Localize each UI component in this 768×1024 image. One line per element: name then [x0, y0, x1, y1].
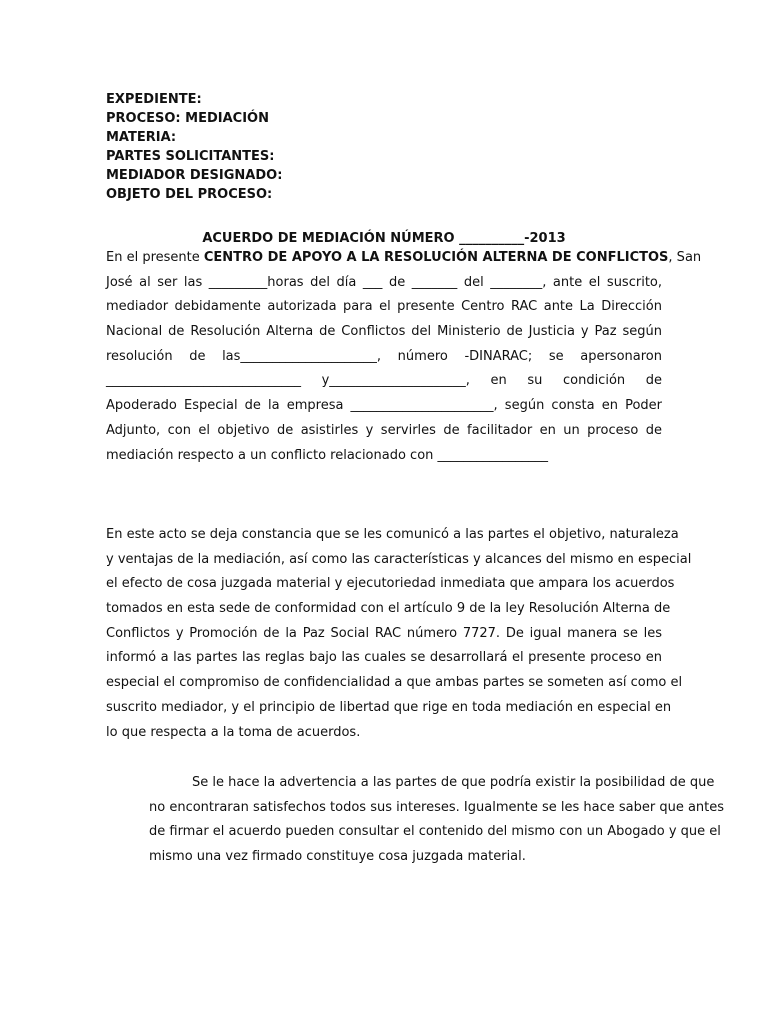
paragraph-line: informó a las partes las reglas bajo las cuales se desarrollará el presente proceso en [106, 650, 662, 666]
objeto-proceso-label: OBJETO DEL PROCESO: [106, 187, 273, 202]
paragraph-line [106, 246, 702, 271]
paragraph-line: José al ser las _________horas del día ___ de _______ del ________, ante el suscrito, [106, 274, 662, 290]
paragraph-constancia [106, 523, 692, 745]
paragraph-advertencia [106, 771, 725, 870]
mediador-designado-label: MEDIADOR DESIGNADO: [106, 168, 283, 183]
paragraph-line: Nacional de Resolución Alterna de Conflictos del Ministerio de Justicia y Paz según [106, 324, 662, 340]
paragraph-intro [106, 246, 702, 468]
paragraph-line: suscrito mediador, y el principio de libertad que rige en toda mediación en especial en [106, 699, 672, 715]
center-name: CENTRO DE APOYO A LA RESOLUCIÓN ALTERNA DE CONFLICTOS [203, 250, 669, 265]
partes-solicitantes-label: PARTES SOLICITANTES: [106, 149, 275, 164]
expediente-label: EXPEDIENTE: [106, 92, 202, 107]
paragraph-line: lo que respecta a la toma de acuerdos. [106, 724, 361, 740]
paragraph-line: especial el compromiso de confidencialidad a que ambas partes se someten así como el [106, 675, 683, 691]
paragraph-line: no encontraran satisfechos todos sus intereses. Igualmente se les hace saber que antes [149, 799, 725, 815]
paragraph-line: Adjunto, con el objetivo de asistirles y servirles de facilitador en un proceso de [106, 422, 662, 438]
paragraph-line: En este acto se deja constancia que se les comunicó a las partes el objetivo, naturaleza [106, 527, 679, 542]
materia-label: MATERIA: [106, 130, 177, 145]
paragraph-line: Se le hace la advertencia a las partes de que podría existir la posibilidad de que [192, 775, 715, 790]
paragraph-lead: En el presente [106, 250, 204, 265]
paragraph-line: Conflictos y Promoción de la Paz Social RAC número 7727. De igual manera se les [106, 625, 662, 641]
paragraph-line: de firmar el acuerdo pueden consultar el contenido del mismo con un Abogado y que el [149, 824, 721, 840]
paragraph-line: el efecto de cosa juzgada material y ejecutoriedad inmediata que ampara los acuerdos [106, 576, 675, 592]
proceso-label: PROCESO: MEDIACIÓN [106, 111, 269, 126]
paragraph-line: tomados en esta sede de conformidad con el artículo 9 de la ley Resolución Alterna de [106, 601, 671, 617]
paragraph-line: Apoderado Especial de la empresa ______________________, según consta en Poder [106, 398, 662, 414]
paragraph-line-text: , San [668, 250, 702, 265]
document-title: ACUERDO DE MEDIACIÓN NÚMERO __________-2013 [202, 231, 566, 246]
paragraph-line: mismo una vez firmado constituye cosa juzgada material. [149, 849, 526, 865]
paragraph-line: ______________________________ y_____________________, en su condición de [106, 373, 662, 389]
paragraph-line: y ventajas de la mediación, así como las características y alcances del mismo en especial [106, 551, 692, 567]
case-header [106, 90, 506, 204]
paragraph-line: resolución de las_____________________, número -DINARAC; se apersonaron [106, 348, 662, 364]
paragraph-line: mediador debidamente autorizada para el presente Centro RAC ante La Dirección [106, 299, 662, 315]
paragraph-line: mediación respecto a un conflicto relacionado con _________________ [106, 447, 549, 463]
